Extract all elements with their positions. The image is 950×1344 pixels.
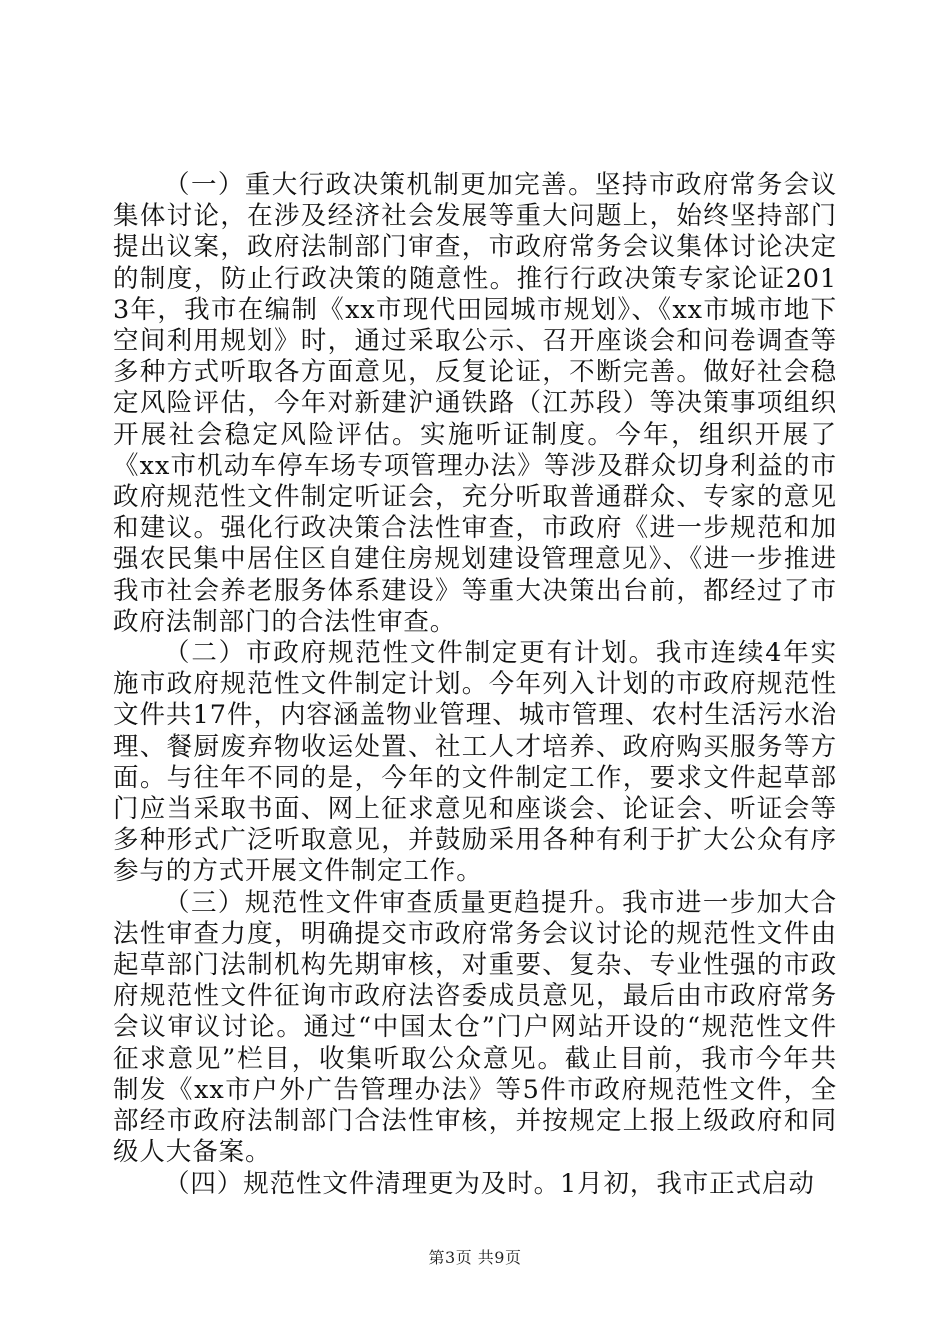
paragraph-1: （一）重大行政决策机制更加完善。坚持市政府常务会议集体讨论，在涉及经济社会发展等重大问题上，始终坚持部门提出议案，政府法制部门审查，市政府常务会议集体讨论决定的制度，防止行政决策的随意性。推行行政决策专家论证2013年，我市在编制《xx市现代田园城市规划》、《xx市城市地下空间利用规划》时，通过采取公示、召开座谈会和问卷调查等多种方式听取各方面意见，反复论证，不断完善。做好社会稳定风险评估，今年对新建沪通铁路（江苏段）等决策事项组织开展社会稳定风险评估。实施听证制度。今年，组织开展了《xx市机动车停车场专项管理办法》等涉及群众切身利益的市政府规范性文件制定听证会，充分听取普通群众、专家的意见和建议。强化行政决策合法性审查，市政府《进一步规范和加强农民集中居住区自建住房规划建设管理意见》、《进一步推进我市社会养老服务体系建设》等重大决策出台前，都经过了市政府法制部门的合法性审查。 <box>113 170 837 637</box>
paragraph-3: （三）规范性文件审查质量更趋提升。我市进一步加大合法性审查力度，明确提交市政府常务会议讨论的规范性文件由起草部门法制机构先期审核，对重要、复杂、专业性强的市政府规范性文件征询市政府法咨委成员意见，最后由市政府常务会议审议讨论。通过“中国太仓”门户网站开设的“规范性文件征求意见”栏目，收集听取公众意见。截止目前，我市今年共制发《xx市户外广告管理办法》等5件市政府规范性文件，全部经市政府法制部门合法性审核，并按规定上报上级政府和同级人大备案。 <box>113 887 837 1168</box>
paragraph-4: （四）规范性文件清理更为及时。1月初，我市正式启动 <box>164 1168 815 1199</box>
page-number-footer: 第3页 共9页 <box>428 1248 522 1267</box>
paragraph-2: （二）市政府规范性文件制定更有计划。我市连续4年实施市政府规范性文件制定计划。今年列入计划的市政府规范性文件共17件，内容涵盖物业管理、城市管理、农村生活污水治理、餐厨废弃物收运处置、社工人才培养、政府购买服务等方面。与往年不同的是，今年的文件制定工作，要求文件起草部门应当采取书面、网上征求意见和座谈会、论证会、听证会等多种形式广泛听取意见，并鼓励采用各种有利于扩大公众有序参与的方式开展文件制定工作。 <box>113 638 837 887</box>
document-body <box>113 170 837 1200</box>
